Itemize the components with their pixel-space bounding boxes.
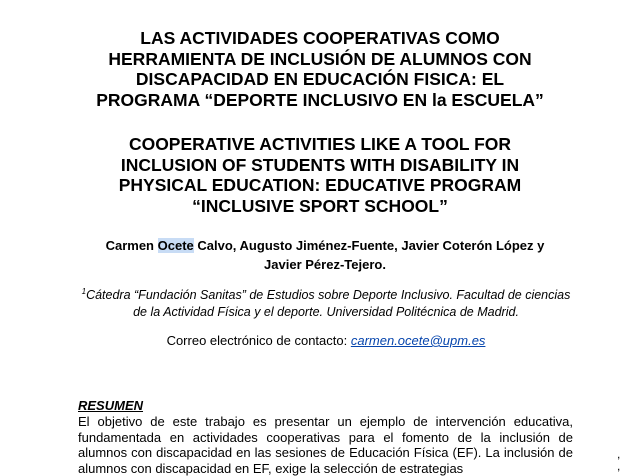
affiliation xyxy=(74,284,578,320)
contact-line xyxy=(74,333,578,349)
abstract-body: El objetivo de este trabajo es presentar un ejemplo de intervención educativa, fundamentada en actividades cooperativas para el fomento de la inclusión de alumnos con discapacidad en las sesiones de Educación Física (EF). La inclusión de alumnos con discapacidad en EF, exige la selección de estrategias xyxy=(78,414,573,476)
highlighted-surname[interactable]: Ocete xyxy=(157,238,194,253)
affiliation-marker: 1 xyxy=(81,287,87,296)
english-title xyxy=(60,134,580,216)
author-list xyxy=(75,236,575,274)
author-list-rest: Calvo, Augusto Jiménez-Fuente, Javier Coterón López y xyxy=(197,238,545,253)
abstract-heading: RESUMEN xyxy=(78,398,144,413)
spanish-title xyxy=(60,28,580,110)
english-title-line-2: INCLUSION OF STUDENTS WITH DISABILITY IN xyxy=(120,154,520,175)
affiliation-text: Cátedra “Fundación Sanitas” de Estudios sobre Deporte Inclusivo. Facultad de ciencias de la Actividad Física y el deporte. Universidad Politécnica de Madrid. xyxy=(86,288,571,319)
author-list-line-2: Javier Pérez-Tejero. xyxy=(264,257,386,272)
contact-email-link[interactable]: carmen.ocete@upm.es xyxy=(350,333,486,348)
author-first-name: Carmen xyxy=(105,238,155,253)
english-title-line-1: COOPERATIVE ACTIVITIES LIKE A TOOL FOR xyxy=(128,134,512,154)
english-title-line-3: PHYSICAL EDUCATION: EDUCATIVE PROGRAM xyxy=(118,175,522,195)
contact-label: Correo electrónico de contacto: xyxy=(166,333,348,348)
spanish-title-line-2: HERRAMIENTA DE INCLUSIÓN DE ALUMNOS CON xyxy=(108,48,532,69)
page-edge-mark: , , xyxy=(617,447,621,473)
spanish-title-line-1: LAS ACTIVIDADES COOPERATIVAS COMO xyxy=(140,28,500,48)
english-title-line-4: “INCLUSIVE SPORT SCHOOL” xyxy=(192,195,448,216)
spanish-title-line-4: PROGRAMA “DEPORTE INCLUSIVO EN la ESCUELA” xyxy=(96,89,544,110)
spanish-title-line-3: DISCAPACIDAD EN EDUCACIÓN FISICA: EL xyxy=(135,69,505,89)
